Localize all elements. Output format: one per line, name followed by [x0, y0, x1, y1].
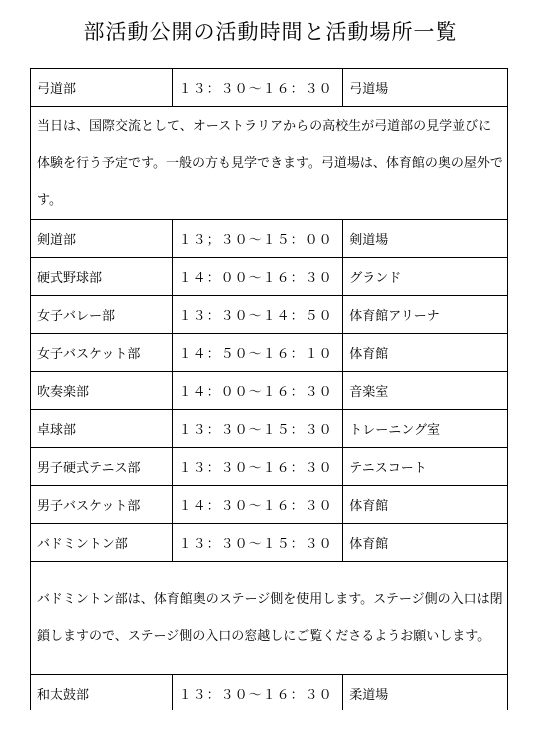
badminton-note: バドミントン部は、体育館奥のステージ側を使用します。ステージ側の入口は閉鎖しますので、ステージ側の入口の窓越しにご覧くださるようお願いします。 — [31, 562, 508, 675]
activity-time-cell: １３：３０～１６：３０ — [172, 69, 343, 107]
kyudo-note: 当日は、国際交流として、オーストラリアからの高校生が弓道部の見学並びに体験を行う予定です。一般の方も見学できます。弓道場は、体育館の奥の屋外です。 — [31, 107, 508, 220]
club-name-cell: 男子硬式テニス部 — [31, 448, 173, 486]
table-row — [31, 410, 508, 448]
activity-place-cell: 剣道場 — [343, 220, 508, 258]
activity-time-cell: １４：００～１６：３０ — [172, 258, 343, 296]
club-name-cell: 男子バスケット部 — [31, 486, 173, 524]
club-name-cell: 吹奏楽部 — [31, 372, 173, 410]
activity-time-cell: １３：３０～１６：３０ — [172, 448, 343, 486]
page-bottom-edge — [0, 710, 541, 734]
table-row — [31, 334, 508, 372]
club-name-cell: 剣道部 — [31, 220, 173, 258]
activity-place-cell: グランド — [343, 258, 508, 296]
activity-place-cell: 体育館 — [343, 334, 508, 372]
club-name-cell: 弓道部 — [31, 69, 173, 107]
activity-time-cell: １３：３０～１５：３０ — [172, 410, 343, 448]
table-row — [31, 296, 508, 334]
table-row — [31, 448, 508, 486]
activity-place-cell: テニスコート — [343, 448, 508, 486]
table-row — [31, 524, 508, 562]
activity-place-cell: 体育館アリーナ — [343, 296, 508, 334]
table-row — [31, 372, 508, 410]
club-name-cell: 女子バスケット部 — [31, 334, 173, 372]
club-name-cell: 硬式野球部 — [31, 258, 173, 296]
club-name-cell: 女子バレー部 — [31, 296, 173, 334]
activity-place-cell: 体育館 — [343, 486, 508, 524]
activity-time-cell: １３：３０～１４：５０ — [172, 296, 343, 334]
note-row — [31, 107, 508, 220]
club-name-cell: バドミントン部 — [31, 524, 173, 562]
activity-time-cell: １３：３０～１５：３０ — [172, 524, 343, 562]
activity-time-cell: １３：３０～１６：３０ — [172, 675, 343, 713]
activity-place-cell: 弓道場 — [343, 69, 508, 107]
activity-time-cell: １３；３０～１５：００ — [172, 220, 343, 258]
activity-place-cell: トレーニング室 — [343, 410, 508, 448]
table-row — [31, 675, 508, 713]
activity-place-cell: 音楽室 — [343, 372, 508, 410]
table-row — [31, 486, 508, 524]
table-row — [31, 69, 508, 107]
page-title: 部活動公開の活動時間と活動場所一覧 — [83, 20, 458, 44]
activity-time-cell: １４：３０～１６：３０ — [172, 486, 343, 524]
club-name-cell: 和太鼓部 — [31, 675, 173, 713]
table-row — [31, 258, 508, 296]
activity-time-cell: １４：５０～１６：１０ — [172, 334, 343, 372]
activity-place-cell: 体育館 — [343, 524, 508, 562]
note-row — [31, 562, 508, 675]
club-name-cell: 卓球部 — [31, 410, 173, 448]
activity-time-cell: １４：００～１６：３０ — [172, 372, 343, 410]
table-row — [31, 220, 508, 258]
schedule-table — [30, 68, 508, 713]
activity-place-cell: 柔道場 — [343, 675, 508, 713]
